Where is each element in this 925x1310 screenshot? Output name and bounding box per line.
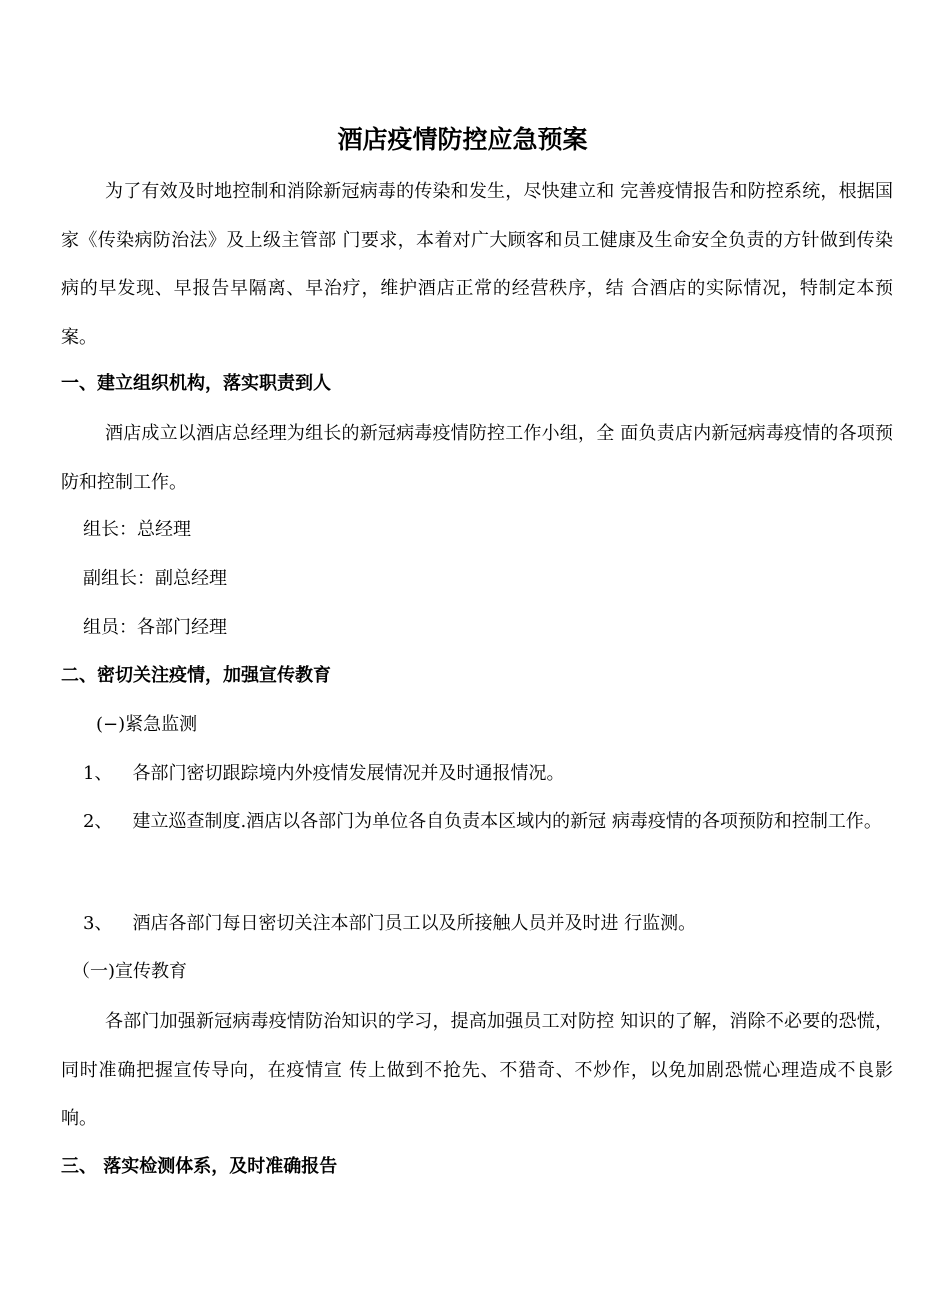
section1-body: 酒店成立以酒店总经理为组长的新冠病毒疫情防控工作小组，全 面负责店内新冠病毒疫情的各项预防和控制工作。 bbox=[61, 423, 893, 493]
section1-heading: 一、建立组织机构，落实职责到人 bbox=[61, 373, 331, 394]
list-item-3 bbox=[83, 900, 696, 949]
team-deputy: 副组长：副总经理 bbox=[83, 568, 227, 589]
list-item-number: 1、 bbox=[83, 763, 113, 784]
document-title: 酒店疫情防控应急预案 bbox=[337, 125, 588, 154]
list-item-number: 3、 bbox=[83, 913, 113, 934]
intro-paragraph: 为了有效及时地控制和消除新冠病毒的传染和发生，尽快建立和 完善疫情报告和防控系统，根据国家《传染病防治法》及上级主管部 门要求，本着对广大顾客和员工健康及生命安全负责的方针做到传染 病的早发现、早报告早隔离、早治疗，维护酒店正常的经营秩序，结 合酒店的实际情况，特制定本预案。 bbox=[61, 181, 893, 348]
section2-heading: 二、密切关注疫情，加强宣传教育 bbox=[61, 665, 331, 686]
subsection-education: （一)宣传教育 bbox=[72, 961, 188, 982]
list-item-1 bbox=[83, 750, 564, 799]
list-item-2 bbox=[61, 798, 893, 847]
list-item-text: 各部门密切跟踪境内外疫情发展情况并及时通报情况。 bbox=[132, 763, 565, 784]
education-paragraph: 各部门加强新冠病毒疫情防治知识的学习，提高加强员工对防控 知识的了解，消除不必要的恐慌，同时准确把握宣传导向，在疫情宣 传上做到不抢先、不猎奇、不炒作，以免加剧恐慌心理造成不良影响。 bbox=[61, 1011, 893, 1129]
list-item-number: 2、 bbox=[83, 811, 113, 832]
subsection-emergency-monitoring: (−)紧急监测 bbox=[96, 714, 198, 735]
team-leader: 组长：总经理 bbox=[83, 519, 191, 540]
team-members: 组员：各部门经理 bbox=[83, 617, 227, 638]
section3-heading: 三、 落实检测体系，及时准确报告 bbox=[61, 1156, 338, 1177]
list-item-text: 酒店各部门每日密切关注本部门员工以及所接触人员并及时进 行监测。 bbox=[132, 913, 697, 934]
list-item-text: 建立巡查制度.酒店以各部门为单位各自负责本区域内的新冠 病毒疫情的各项预防和控制工作。 bbox=[132, 811, 882, 832]
